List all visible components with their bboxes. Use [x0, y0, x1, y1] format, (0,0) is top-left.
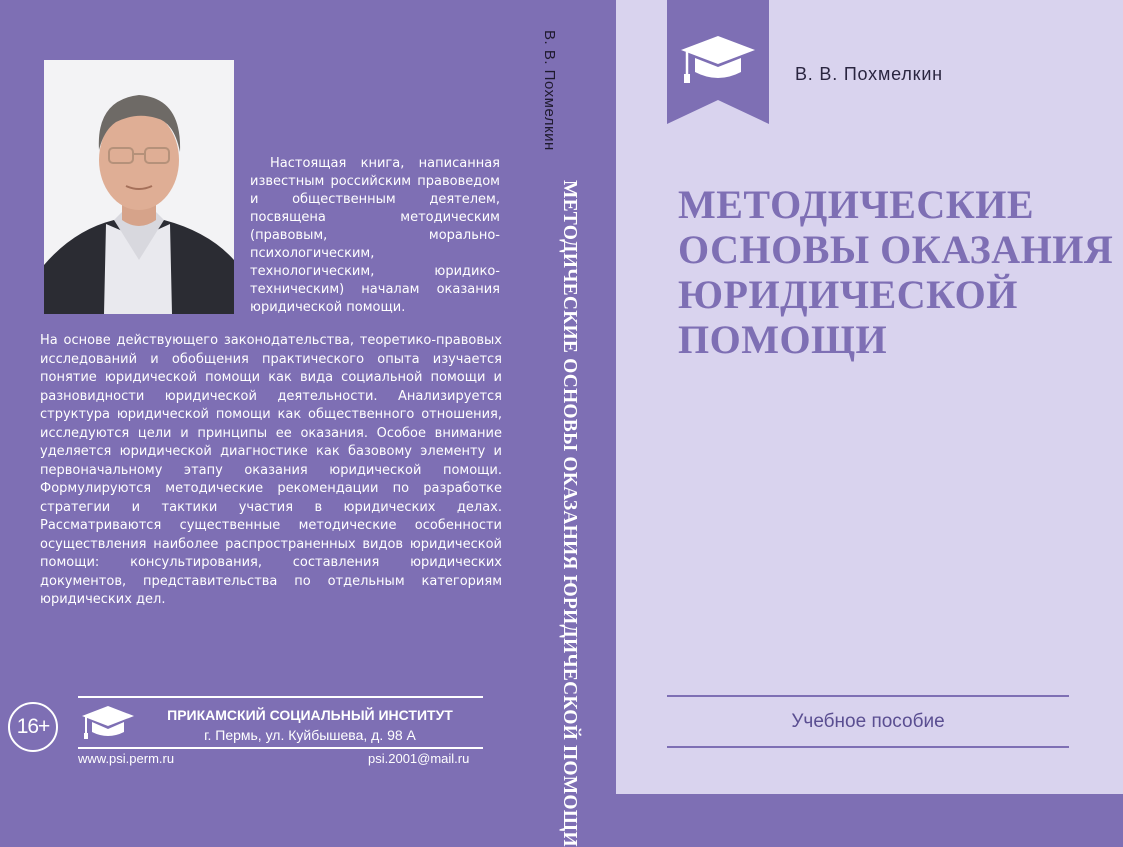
front-bottom-divider — [667, 746, 1069, 748]
spine-title: МЕТОДИЧЕСКИЕ ОСНОВЫ ОКАЗАНИЯ ЮРИДИЧЕСКОЙ ПОМОЩИ — [559, 180, 580, 847]
title-line: МЕТОДИЧЕСКИЕ — [678, 182, 1035, 227]
front-author: В. В. Похмелкин — [795, 64, 943, 84]
title-line: ПОМОЩИ — [678, 317, 888, 362]
back-cover — [0, 0, 521, 794]
author-photo — [44, 60, 234, 314]
back-description-text: На основе действующего законодательства, теоретико-правовых исследований и обобщения практического опыта изучается понятие юридической помощи как вида социальной помощи и разновидности юридической деятельности. Анализируется структура юридической помощи как общественного отношения, исследуются цели и принципы ее оказания. Особое внимание уделяется юридической диагностике как базовому элементу и первоначальному этапу оказания юридической помощи. Формулируются методические рекомендации по разработке стратегии и тактики участия в юридических делах. Рассматриваются существенные методические особенности осуществления наиболее распространенных видов юридической помощи: консультирования, составления юридических документов, представительства по отдельным категориям юридических дел. — [40, 333, 502, 607]
footer-top-divider — [78, 696, 483, 698]
footer-bottom-divider — [78, 747, 483, 749]
graduation-cap-icon — [667, 0, 769, 124]
age-rating-badge: 16+ — [8, 702, 58, 752]
publisher-email: psi.2001@mail.ru — [368, 751, 470, 766]
spine-author: В. В. Похмелкин — [541, 30, 558, 151]
publisher-name: ПРИКАМСКИЙ СОЦИАЛЬНЫЙ ИНСТИТУТ — [167, 707, 453, 723]
publisher-address: г. Пермь, ул. Куйбышева, д. 98 А — [204, 727, 416, 743]
title-line: ОСНОВЫ ОКАЗАНИЯ — [678, 227, 1114, 272]
front-top-divider — [667, 695, 1069, 697]
graduation-cap-icon — [78, 702, 138, 746]
back-intro-text: Настоящая книга, написанная известным российским правоведом и общественным деятелем, посвящена методическим (правовым, морально-психологическим, технологическим, юридико-техническим) началам оказания юридической помощи. — [250, 156, 500, 315]
title-line: ЮРИДИЧЕСКОЙ — [678, 272, 1018, 317]
book-title — [678, 182, 1114, 362]
publisher-website: www.psi.perm.ru — [78, 751, 175, 766]
book-type-label: Учебное пособие — [791, 711, 945, 732]
